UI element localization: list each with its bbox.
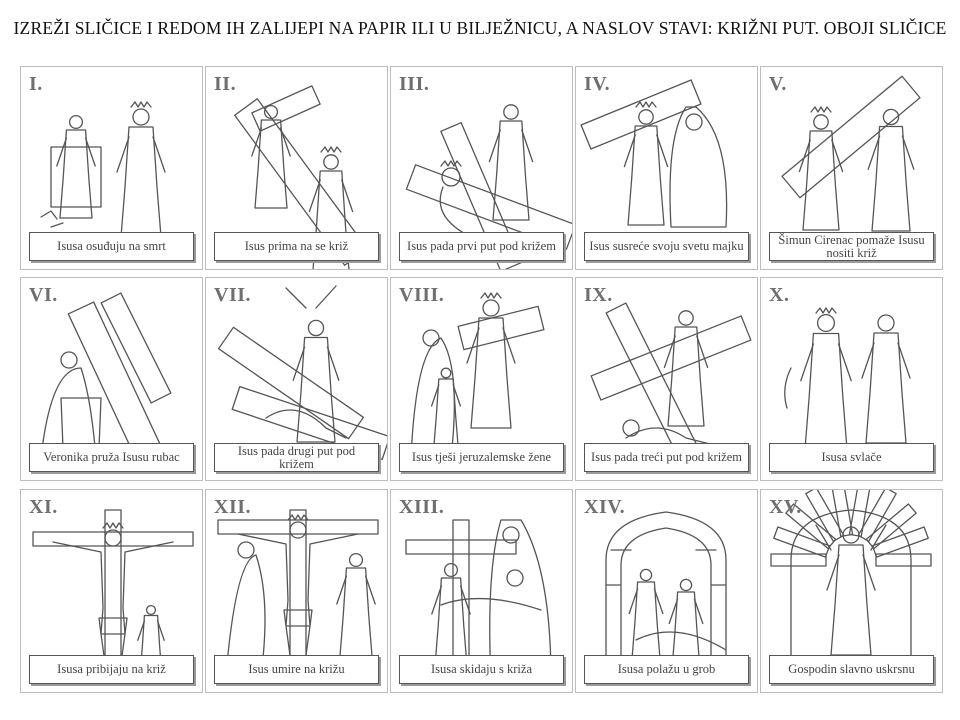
station-numeral: IV. bbox=[584, 73, 611, 95]
station-caption: Isus tješi jeruzalemske žene bbox=[399, 443, 564, 472]
station-numeral: VI. bbox=[29, 284, 58, 306]
station-card bbox=[760, 489, 943, 693]
station-caption: Isus prima na se križ bbox=[214, 232, 379, 261]
station-caption: Isus pada prvi put pod križem bbox=[399, 232, 564, 261]
station-caption: Isus pada drugi put pod križem bbox=[214, 443, 379, 472]
station-numeral: X. bbox=[769, 284, 790, 306]
station-caption: Isusa svlače bbox=[769, 443, 934, 472]
station-caption: Gospodin slavno uskrsnu bbox=[769, 655, 934, 684]
station-card bbox=[205, 66, 388, 270]
station-card bbox=[20, 277, 203, 481]
station-numeral: II. bbox=[214, 73, 237, 95]
station-caption: Isusa polažu u grob bbox=[584, 655, 749, 684]
station-card bbox=[20, 489, 203, 693]
station-numeral: XII. bbox=[214, 496, 252, 518]
station-caption: Isusa pribijaju na križ bbox=[29, 655, 194, 684]
station-numeral: IX. bbox=[584, 284, 613, 306]
station-numeral: V. bbox=[769, 73, 787, 95]
station-card bbox=[575, 277, 758, 481]
station-card bbox=[760, 277, 943, 481]
station-card bbox=[760, 66, 943, 270]
station-card bbox=[390, 277, 573, 481]
station-caption: Šimun Cirenac pomaže Isusu nositi križ bbox=[769, 232, 934, 261]
station-caption: Isus susreće svoju svetu majku bbox=[584, 232, 749, 261]
station-caption: Isusa skidaju s križa bbox=[399, 655, 564, 684]
station-card bbox=[575, 489, 758, 693]
station-numeral: XV. bbox=[769, 496, 802, 518]
station-numeral: XIII. bbox=[399, 496, 445, 518]
station-card bbox=[390, 489, 573, 693]
station-card bbox=[205, 277, 388, 481]
station-numeral: III. bbox=[399, 73, 430, 95]
station-numeral: VIII. bbox=[399, 284, 445, 306]
station-caption: Veronika pruža Isusu rubac bbox=[29, 443, 194, 472]
page-title: IZREŽI SLIČICE I REDOM IH ZALIJEPI NA PAPIR ILI U BILJEŽNICU, A NASLOV STAVI: KRIŽNI PUT. OBOJI SLIČICE bbox=[13, 18, 947, 38]
station-card bbox=[205, 489, 388, 693]
station-caption: Isus umire na križu bbox=[214, 655, 379, 684]
station-numeral: XI. bbox=[29, 496, 58, 518]
station-card bbox=[390, 66, 573, 270]
station-numeral: I. bbox=[29, 73, 43, 95]
station-card bbox=[20, 66, 203, 270]
station-caption: Isusa osuđuju na smrt bbox=[29, 232, 194, 261]
station-card bbox=[575, 66, 758, 270]
station-numeral: VII. bbox=[214, 284, 252, 306]
station-caption: Isus pada treći put pod križem bbox=[584, 443, 749, 472]
station-numeral: XIV. bbox=[584, 496, 626, 518]
